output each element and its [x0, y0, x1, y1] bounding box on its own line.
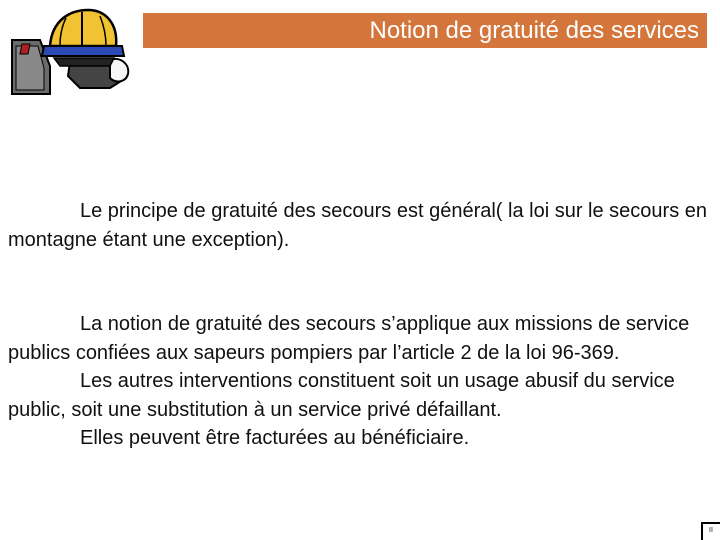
corner-mark — [701, 522, 720, 540]
title-bar — [143, 13, 707, 48]
firefighter-helmet-icon — [10, 6, 134, 96]
paragraph-2: La notion de gratuité des secours s’applique aux missions de service publics confiées aux sapeurs pompiers par l’article 2 de la loi 96-369. — [8, 313, 690, 364]
paragraph-3: Les autres interventions constituent soit un usage abusif du service public, soit une substitution à un service privé défaillant. — [8, 370, 675, 421]
page-title: Notion de gratuité des services — [369, 16, 699, 44]
body-text — [8, 197, 714, 453]
paragraph-1: Le principe de gratuité des secours est général( la loi sur le secours en montagne étant une exception). — [8, 200, 708, 251]
paragraph-4: Elles peuvent être facturées au bénéficiaire. — [80, 427, 470, 449]
corner-mark-label: II — [709, 527, 713, 534]
